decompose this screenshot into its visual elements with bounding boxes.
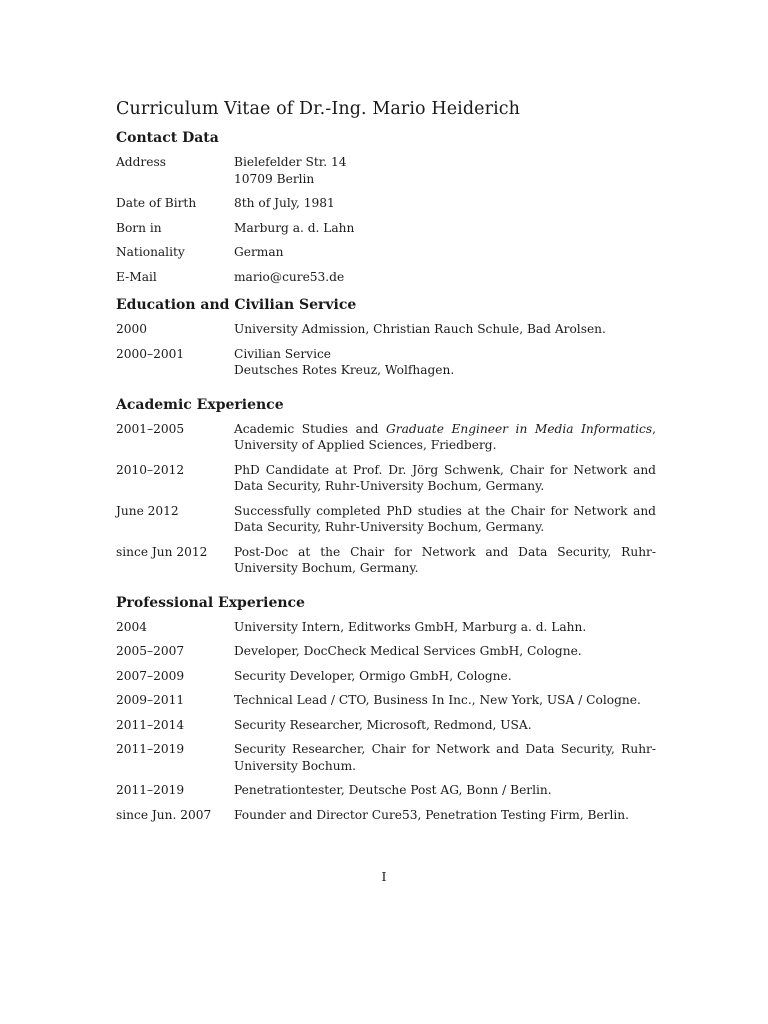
entry-text-italic: Graduate Engineer in Media Informatics	[386, 421, 653, 436]
entry-label: 2005–2007	[116, 644, 185, 658]
entry-label: since Jun 2012	[116, 544, 208, 559]
professional-entry	[116, 807, 656, 824]
entry-text: Security Researcher, Chair for Network and Data Security, Ruhr-University Bochum.	[234, 742, 656, 773]
page-number: I	[381, 869, 387, 884]
entry-text: Security Developer, Ormigo GmbH, Cologne.	[234, 668, 512, 683]
entry-text: Developer, DocCheck Medical Services GmbH, Cologne.	[234, 644, 582, 658]
entry-text: German	[234, 245, 284, 259]
document-title: Curriculum Vitae of Dr.-Ing. Mario Heiderich	[116, 99, 521, 119]
entry-text	[234, 154, 656, 187]
entry-text: PhD Candidate at Prof. Dr. Jörg Schwenk, Chair for Network and Data Security, Ruhr-University Bochum, Germany.	[234, 462, 656, 493]
section-heading-professional: Professional Experience	[116, 594, 305, 611]
entry-label: Nationality	[116, 245, 185, 259]
contact-entry-nationality	[116, 244, 656, 261]
entry-text: 8th of July, 1981	[234, 196, 335, 210]
academic-entry	[116, 544, 656, 577]
professional-entry	[116, 717, 656, 734]
entry-text	[234, 346, 656, 379]
contact-entry-address	[116, 154, 656, 187]
entry-label: Address	[116, 155, 166, 169]
entry-label: June 2012	[116, 503, 179, 518]
entry-label: 2011–2019	[116, 783, 185, 797]
entry-text: University Intern, Editworks GmbH, Marburg a. d. Lahn.	[234, 619, 587, 634]
entry-label: Date of Birth	[116, 196, 197, 210]
academic-section	[116, 395, 656, 577]
entry-text: Technical Lead / CTO, Business In Inc., New York, USA / Cologne.	[234, 693, 641, 707]
professional-entry	[116, 782, 656, 799]
entry-line: Civilian Service	[234, 346, 332, 361]
contact-entry-birthplace	[116, 220, 656, 237]
email-address: mario@cure53.de	[234, 269, 345, 284]
entry-text: Penetrationtester, Deutsche Post AG, Bonn / Berlin.	[234, 783, 552, 797]
academic-entry	[116, 462, 656, 495]
entry-text: Marburg a. d. Lahn	[234, 220, 355, 235]
entry-label: since Jun. 2007	[116, 807, 212, 822]
entry-text: Successfully completed PhD studies at the Chair for Network and Data Security, Ruhr-University Bochum, Germany.	[234, 503, 656, 534]
professional-entry	[116, 668, 656, 685]
professional-entry	[116, 643, 656, 660]
entry-text: Founder and Director Cure53, Penetration Testing Firm, Berlin.	[234, 807, 630, 822]
entry-label: Born in	[116, 220, 162, 235]
education-section	[116, 295, 656, 379]
entry-text-after: , University of Applied Sciences, Friedberg.	[234, 421, 656, 452]
section-heading-academic: Academic Experience	[116, 396, 284, 413]
address-street: Bielefelder Str. 14	[234, 155, 347, 169]
entry-label: 2004	[116, 619, 148, 634]
entry-label: 2009–2011	[116, 693, 185, 707]
contact-entry-birthdate	[116, 195, 656, 212]
contact-section	[116, 128, 656, 285]
professional-entry	[116, 741, 656, 774]
education-entry	[116, 321, 656, 338]
entry-text	[234, 421, 656, 454]
entry-label: 2011–2019	[116, 742, 185, 756]
entry-text-before: Academic Studies and	[234, 421, 387, 436]
contact-entry-email	[116, 269, 656, 286]
entry-label: E-Mail	[116, 269, 157, 284]
entry-label: 2000	[116, 322, 148, 336]
section-heading-education: Education and Civilian Service	[116, 297, 357, 313]
address-city: 10709 Berlin	[234, 171, 315, 186]
entry-text: Post-Doc at the Chair for Network and Data Security, Ruhr-University Bochum, Germany.	[234, 544, 656, 575]
section-heading-contact: Contact Data	[116, 130, 219, 146]
entry-label: 2011–2014	[116, 717, 185, 732]
academic-entry	[116, 421, 656, 454]
academic-entry	[116, 503, 656, 536]
cv-page	[116, 96, 656, 831]
entry-line: Deutsches Rotes Kreuz, Wolfhagen.	[234, 363, 455, 377]
entry-label: 2000–2001	[116, 346, 185, 361]
entry-text: Security Researcher, Microsoft, Redmond, USA.	[234, 717, 532, 732]
entry-label: 2007–2009	[116, 668, 185, 683]
professional-entry	[116, 692, 656, 709]
professional-section	[116, 593, 656, 824]
entry-text: University Admission, Christian Rauch Schule, Bad Arolsen.	[234, 322, 606, 336]
entry-label: 2001–2005	[116, 421, 185, 436]
education-entry	[116, 346, 656, 379]
entry-label: 2010–2012	[116, 462, 185, 477]
professional-entry	[116, 619, 656, 636]
